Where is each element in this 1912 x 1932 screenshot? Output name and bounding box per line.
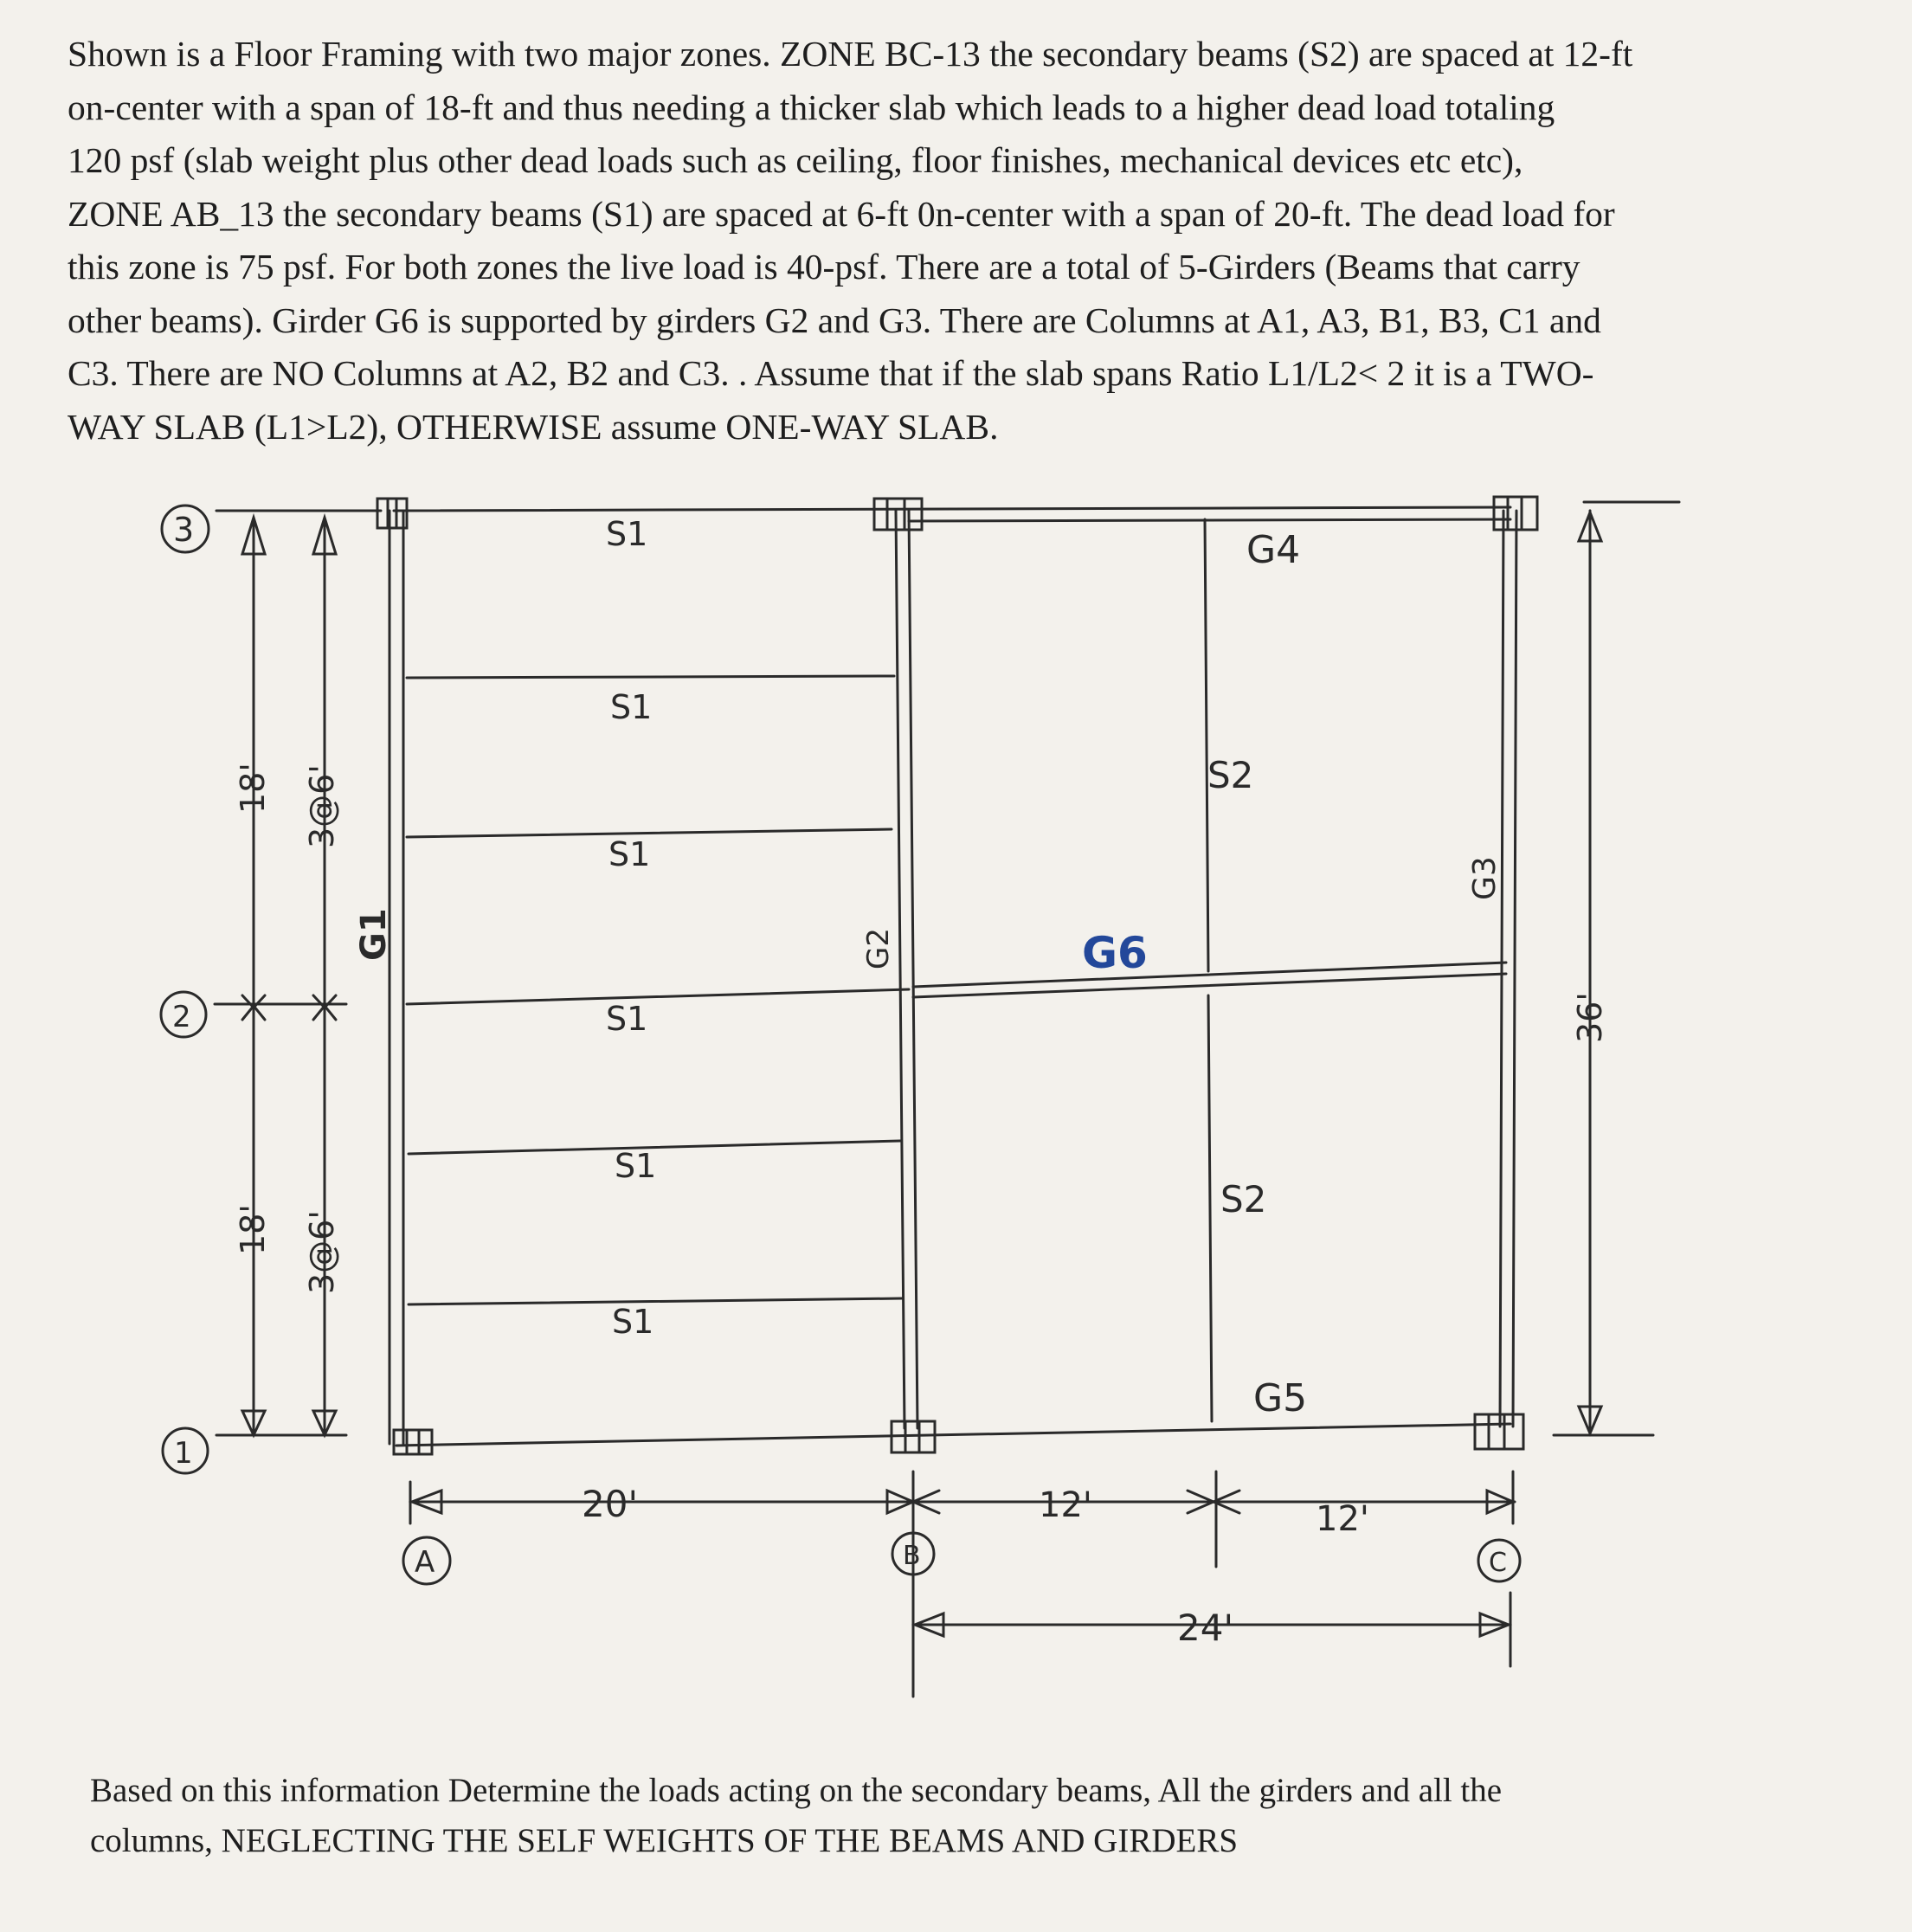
- problem-line: 120 psf (slab weight plus other dead loads such as ceiling, floor finishes, mechanical devices etc etc),: [68, 140, 1523, 180]
- dim-label-upper-18: 18': [234, 763, 272, 814]
- girder-g4: [394, 507, 1510, 511]
- girder-g5: [396, 1424, 1510, 1446]
- beam-s2: [1205, 519, 1208, 971]
- grid-label-b: B: [903, 1541, 921, 1571]
- grid-label-2: 2: [172, 1000, 191, 1034]
- question-line: columns, NEGLECTING THE SELF WEIGHTS OF THE BEAMS AND GIRDERS: [90, 1822, 1239, 1859]
- problem-line: Shown is a Floor Framing with two major zones. ZONE BC-13 the secondary beams (S2) are spaced at 12-ft: [68, 34, 1633, 74]
- s1-label: S1: [608, 835, 651, 873]
- dim-label-lower-spacing: 3@6': [303, 1210, 341, 1294]
- dim-label-12-right: 12': [1316, 1499, 1369, 1539]
- g2-label: G2: [861, 928, 896, 969]
- column-a1: [394, 1430, 432, 1454]
- column-b3: [874, 499, 922, 530]
- girder-g4-edge: [909, 519, 1510, 521]
- s2-label: S2: [1207, 754, 1254, 796]
- problem-line: other beams). Girder G6 is supported by girders G2 and G3. There are Columns at A1, A3, B1, B3, C1 and: [68, 299, 1601, 340]
- dim-label-24: 24': [1177, 1607, 1233, 1649]
- grid-label-a: A: [415, 1545, 435, 1580]
- s1-label: S1: [612, 1303, 654, 1341]
- grid-label-3: 3: [173, 511, 195, 549]
- girder-g6-edge: [913, 974, 1506, 997]
- problem-line: ZONE AB_13 the secondary beams (S1) are spaced at 6-ft 0n-center with a span of 20-ft. The dead load for: [68, 193, 1615, 234]
- grid-label-c: C: [1489, 1548, 1507, 1578]
- question-line: Based on this information Determine the loads acting on the secondary beams, All the girders and all the: [90, 1772, 1503, 1809]
- s1-label: S1: [610, 688, 653, 726]
- beam-s1: [409, 1298, 902, 1304]
- grid-label-1: 1: [174, 1436, 193, 1471]
- s1-label: S1: [606, 1000, 648, 1038]
- g1-label: G1: [354, 908, 394, 961]
- beam-s1: [407, 989, 909, 1004]
- s2-label: S2: [1220, 1178, 1267, 1220]
- dim-label-12-left: 12': [1039, 1485, 1092, 1525]
- dim-label-lower-18: 18': [234, 1204, 272, 1255]
- s1-label: S1: [606, 515, 648, 553]
- dim-label-upper-spacing: 3@6': [303, 764, 341, 848]
- girder-g3: [1500, 511, 1503, 1426]
- g5-label: G5: [1253, 1376, 1308, 1420]
- g4-label: G4: [1246, 528, 1301, 572]
- problem-line: this zone is 75 psf. For both zones the live load is 40-psf. There are a total of 5-Girders (Beams that carry: [68, 247, 1580, 287]
- problem-line: WAY SLAB (L1>L2), OTHERWISE assume ONE-WAY SLAB.: [68, 406, 999, 447]
- dim-label-20: 20': [582, 1483, 638, 1525]
- beam-s1: [407, 676, 894, 678]
- question-text: [90, 1766, 1873, 1866]
- g6-label: G6: [1082, 928, 1148, 978]
- problem-line: C3. There are NO Columns at A2, B2 and C3. . Assume that if the slab spans Ratio L1/L2< 2 it is a TWO-: [68, 353, 1594, 393]
- problem-line: on-center with a span of 18-ft and thus needing a thicker slab which leads to a higher dead load totaling: [68, 87, 1555, 127]
- beam-s2: [1208, 995, 1212, 1421]
- girder-g2-edge: [909, 511, 917, 1428]
- girder-g2: [896, 511, 904, 1428]
- g3-label: G3: [1467, 856, 1503, 900]
- girder-g3-edge: [1513, 511, 1516, 1426]
- dim-label-36: 36': [1571, 992, 1609, 1043]
- girder-g6: [913, 963, 1506, 987]
- s1-label: S1: [615, 1147, 657, 1185]
